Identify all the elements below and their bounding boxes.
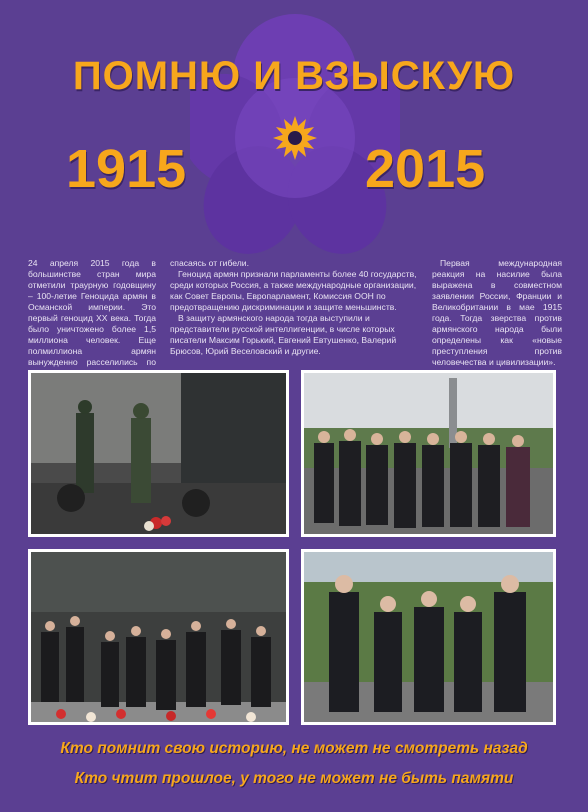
year-start: 1915	[66, 139, 187, 199]
poster-title: ПОМНЮ И ВЗЫСКУЮ	[72, 54, 516, 98]
text-column-2	[170, 258, 420, 357]
photo-delegation-march	[301, 370, 556, 537]
photo-officials-walking	[301, 549, 556, 725]
text-column-3: Первая международная реакция на насилие была выражена в совместном заявлении России, Франции и Великобритании в мае 1915 года. Тогда зверства против армянского народа были определены как «новые преступления против человечества и цивилизации».	[432, 258, 562, 367]
slogan-line-1: Кто помнит свою историю, не может не смотреть назад	[60, 740, 528, 757]
slogan-line-2: Кто чтит прошлое, у того не может не быть памяти	[74, 770, 514, 787]
text-column-2-paragraph-2: Геноцид армян признали парламенты более 40 государств, среди которых Россия, а также международные организации, как Совет Европы, Европарламент, Комиссия ООН по предотвращению дискриминации и защите меньшинств.	[170, 269, 417, 312]
year-end: 2015	[365, 139, 486, 199]
text-column-1: 24 апреля 2015 года в большинстве стран мира отметили траурную годовщину – 100-летие Геноцида армян в Османской империи. Это первый геноцид XX века. Тогда было уничтожено более 1,5 миллиона человек. Еще полмиллиона армян вынужденно расселились по	[28, 258, 156, 367]
text-column-2-paragraph-3: В защиту армянского народа тогда выступили и представители русской интеллигенции, в числе которых писатели Максим Горький, Евгений Евтушенко, Валерий Брюсов, Юрий Веселовский и другие.	[170, 313, 397, 356]
photo-flower-laying	[28, 549, 289, 725]
photo-memorial-guards	[28, 370, 289, 537]
forget-me-not-flower-icon	[190, 10, 400, 260]
text-column-2-paragraph-1: спасаясь от гибели.	[170, 258, 249, 268]
